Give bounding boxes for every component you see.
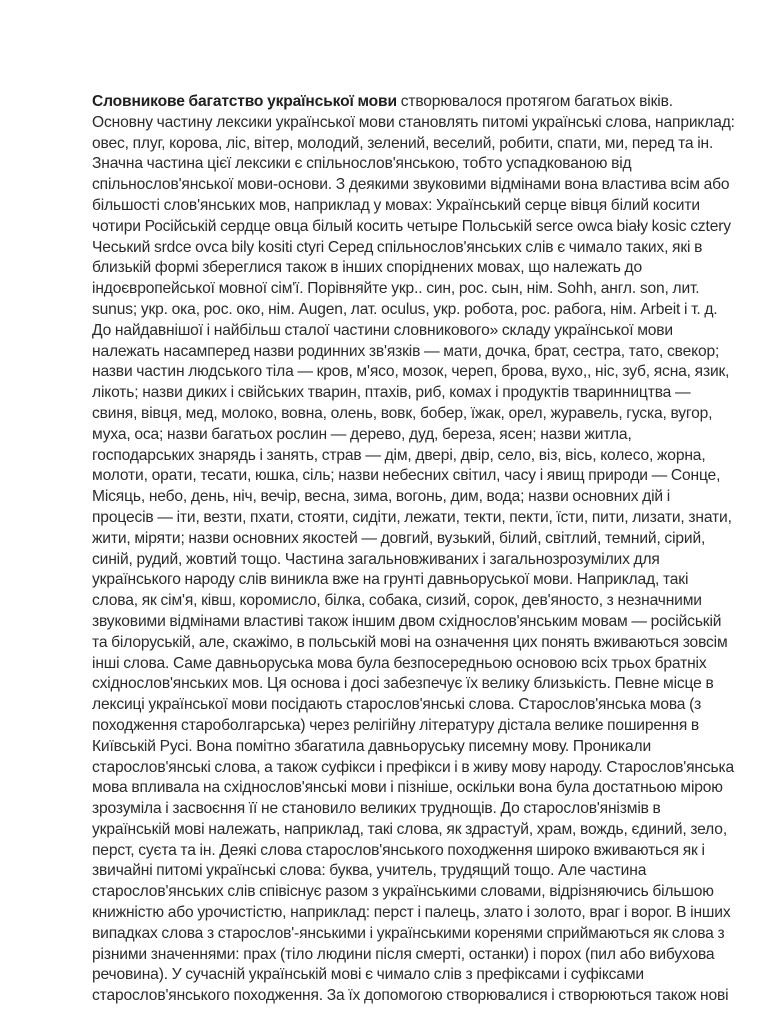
text-line: старослов'янського походження. За їх допомогою створювалися і створюються також нові [92,987,729,1005]
text-line: господарських знарядь і занять, страв — дім, двері, двір, село, віз, вісь, колесо, жорна, [92,446,706,464]
text-line: лікоть; назви диких і свійських тварин, птахів, риб, комах і продуктів тваринництва — [92,384,691,402]
text-line: мова впливала на східнослов'янські мови і пізніше, оскільки вона була достатньою мірою [92,779,723,797]
text-line: sunus; укр. ока, рос. око, нім. Augen, лат. oculus, укр. робота, рос. рабога, нім. Arbeit і т. д. [92,300,718,318]
text-line: українського народу слів виникла вже на грунті давньоруської мови. Наприклад, такі [92,571,689,589]
text-line: старослов'янські слова, а також суфікси і префікси і в живу мову народу. Старослов'янська [92,758,735,776]
text-line: належать насамперед назви родинних зв'язків — мати, дочка, брат, сестра, тато, свекор; [92,342,720,360]
text-line: лексиці української мови посідають старослов'янські слова. Старослов'янська мова (з [92,696,702,714]
text-line: речовина). У сучасній українській мові є чимало слів з префіксами і суфіксами [92,966,644,984]
text-line: слова, як сім'я, ківш, коромисло, білка, собака, сизий, сорок, дев'яносто, з незначними [92,592,702,610]
text-line: інші слова. Саме давньоруська мова була безпосередньою основою всіх трьох братніх [92,654,707,672]
text-line-content: створювалося протягом багатьох віків. [396,93,673,110]
text-line: звуковими відмінами властиві також іншим двом східнослов'янським мовам — російській [92,612,722,630]
text-line: та білоруській, але, скажімо, в польській мові на означення цих понять вживаються зовсім [92,633,728,651]
text-line: походження староболгарська) через релігійну літературу дістала велике поширення в [92,716,700,734]
text-line: свиня, вівця, мед, молоко, вовна, олень, вовк, бобер, їжак, орел, журавель, гуска, вугор, [92,404,713,422]
document-title: Словникове багатство української мови [92,93,397,110]
text-line: молоти, орати, тесати, юшка, сіль; назви небесних світил, часу і явищ природи — Сонце, [92,467,721,485]
text-line: звичайні питомі українські слова: буква, учитель, трудящий тощо. Але частина [92,862,647,880]
text-line: До найдавнішої і найбільш сталої частини словникового» складу української мови [92,321,673,339]
text-line: індоєвропейської мовної сім'ї. Порівняйте укр.. син, рос. сын, нім. Sohh, англ. son, лит. [92,280,700,298]
text-line: спільнослов'янської мови-основи. З деякими звуковими відмінами вона властива всім або [92,176,730,194]
text-line: східнослов'янських мов. Ця основа і досі забезпечує їх велику близькість. Певне місце в [92,675,714,693]
text-line: муха, оса; назви багатьох рослин — дерево, дуд, береза, ясен; назви житла, [92,425,632,443]
text-line: чотири Російській сердце овца білый косить четыре Польській serce owca biały kosic cztery [92,217,731,235]
text-line [92,92,684,113]
text-line: Чеський srdce ovca bily kositi ctyri Серед спільнослов'янських слів є чимало таких, які в [92,238,703,256]
text-line: старослов'янських слів співіснує разом з українськими словами, відрізняючись більшою [92,883,714,901]
text-line: книжністю або урочистістю, наприклад: перст і палець, злато і золото, враг і ворог. В інших [92,904,731,922]
text-line: Значна частина цієї лексики є спільнослов'янською, тобто успадкованою від [92,155,632,173]
text-line: жити, міряти; назви основних якостей — довгий, вузький, білий, світлий, темний, сірий, [92,529,706,547]
text-line: зрозуміла і засвоєння її не становило великих труднощів. До старослов'янізмів в [92,800,661,818]
text-line: різними значеннями: прах (тіло людини після смерті, останки) і порох (пил або вибухова [92,945,715,963]
text-line: випадках слова з старослов'-янськими і українськими коренями сприймаються як слова з [92,924,725,942]
text-line: процесів — іти, везти, пхати, стояти, сидіти, лежати, текти, пекти, їсти, пити, лизати, знати, [92,508,732,526]
text-line: Місяць, небо, день, ніч, вечір, весна, зима, вогонь, дим, вода; назви основних дій і [92,488,671,506]
document-body [92,92,735,1007]
text-line: Київській Русі. Вона помітно збагатила давньоруську писемну мову. Проникали [92,737,652,755]
text-line: овес, плуг, корова, ліс, вітер, молодий, зелений, веселий, робити, спати, ми, перед та ін. [92,134,714,152]
text-line: Основну частину лексики української мови становлять питомі українські слова, наприклад: [92,113,735,131]
text-line: близькій формі збереглися також в інших споріднених мовах, що належать до [92,259,642,277]
text-line: назви частин людського тіла — кров, м'ясо, мозок, череп, брова, вухо,, ніс, зуб, ясна, язик, [92,363,730,381]
text-line: синій, рудий, жовтий тощо. Частина загальновживаних і загальнозрозумілих для [92,550,660,568]
text-line: більшості слов'янських мов, наприклад у мовах: Український серце вівця білий косити [92,196,700,214]
text-line: українській мові належать, наприклад, такі слова, як здрастуй, храм, вождь, єдиний, зело, [92,820,728,838]
text-line: перст, суєта та ін. Деякі слова старослов'янського походження широко вживаються як і [92,841,705,859]
